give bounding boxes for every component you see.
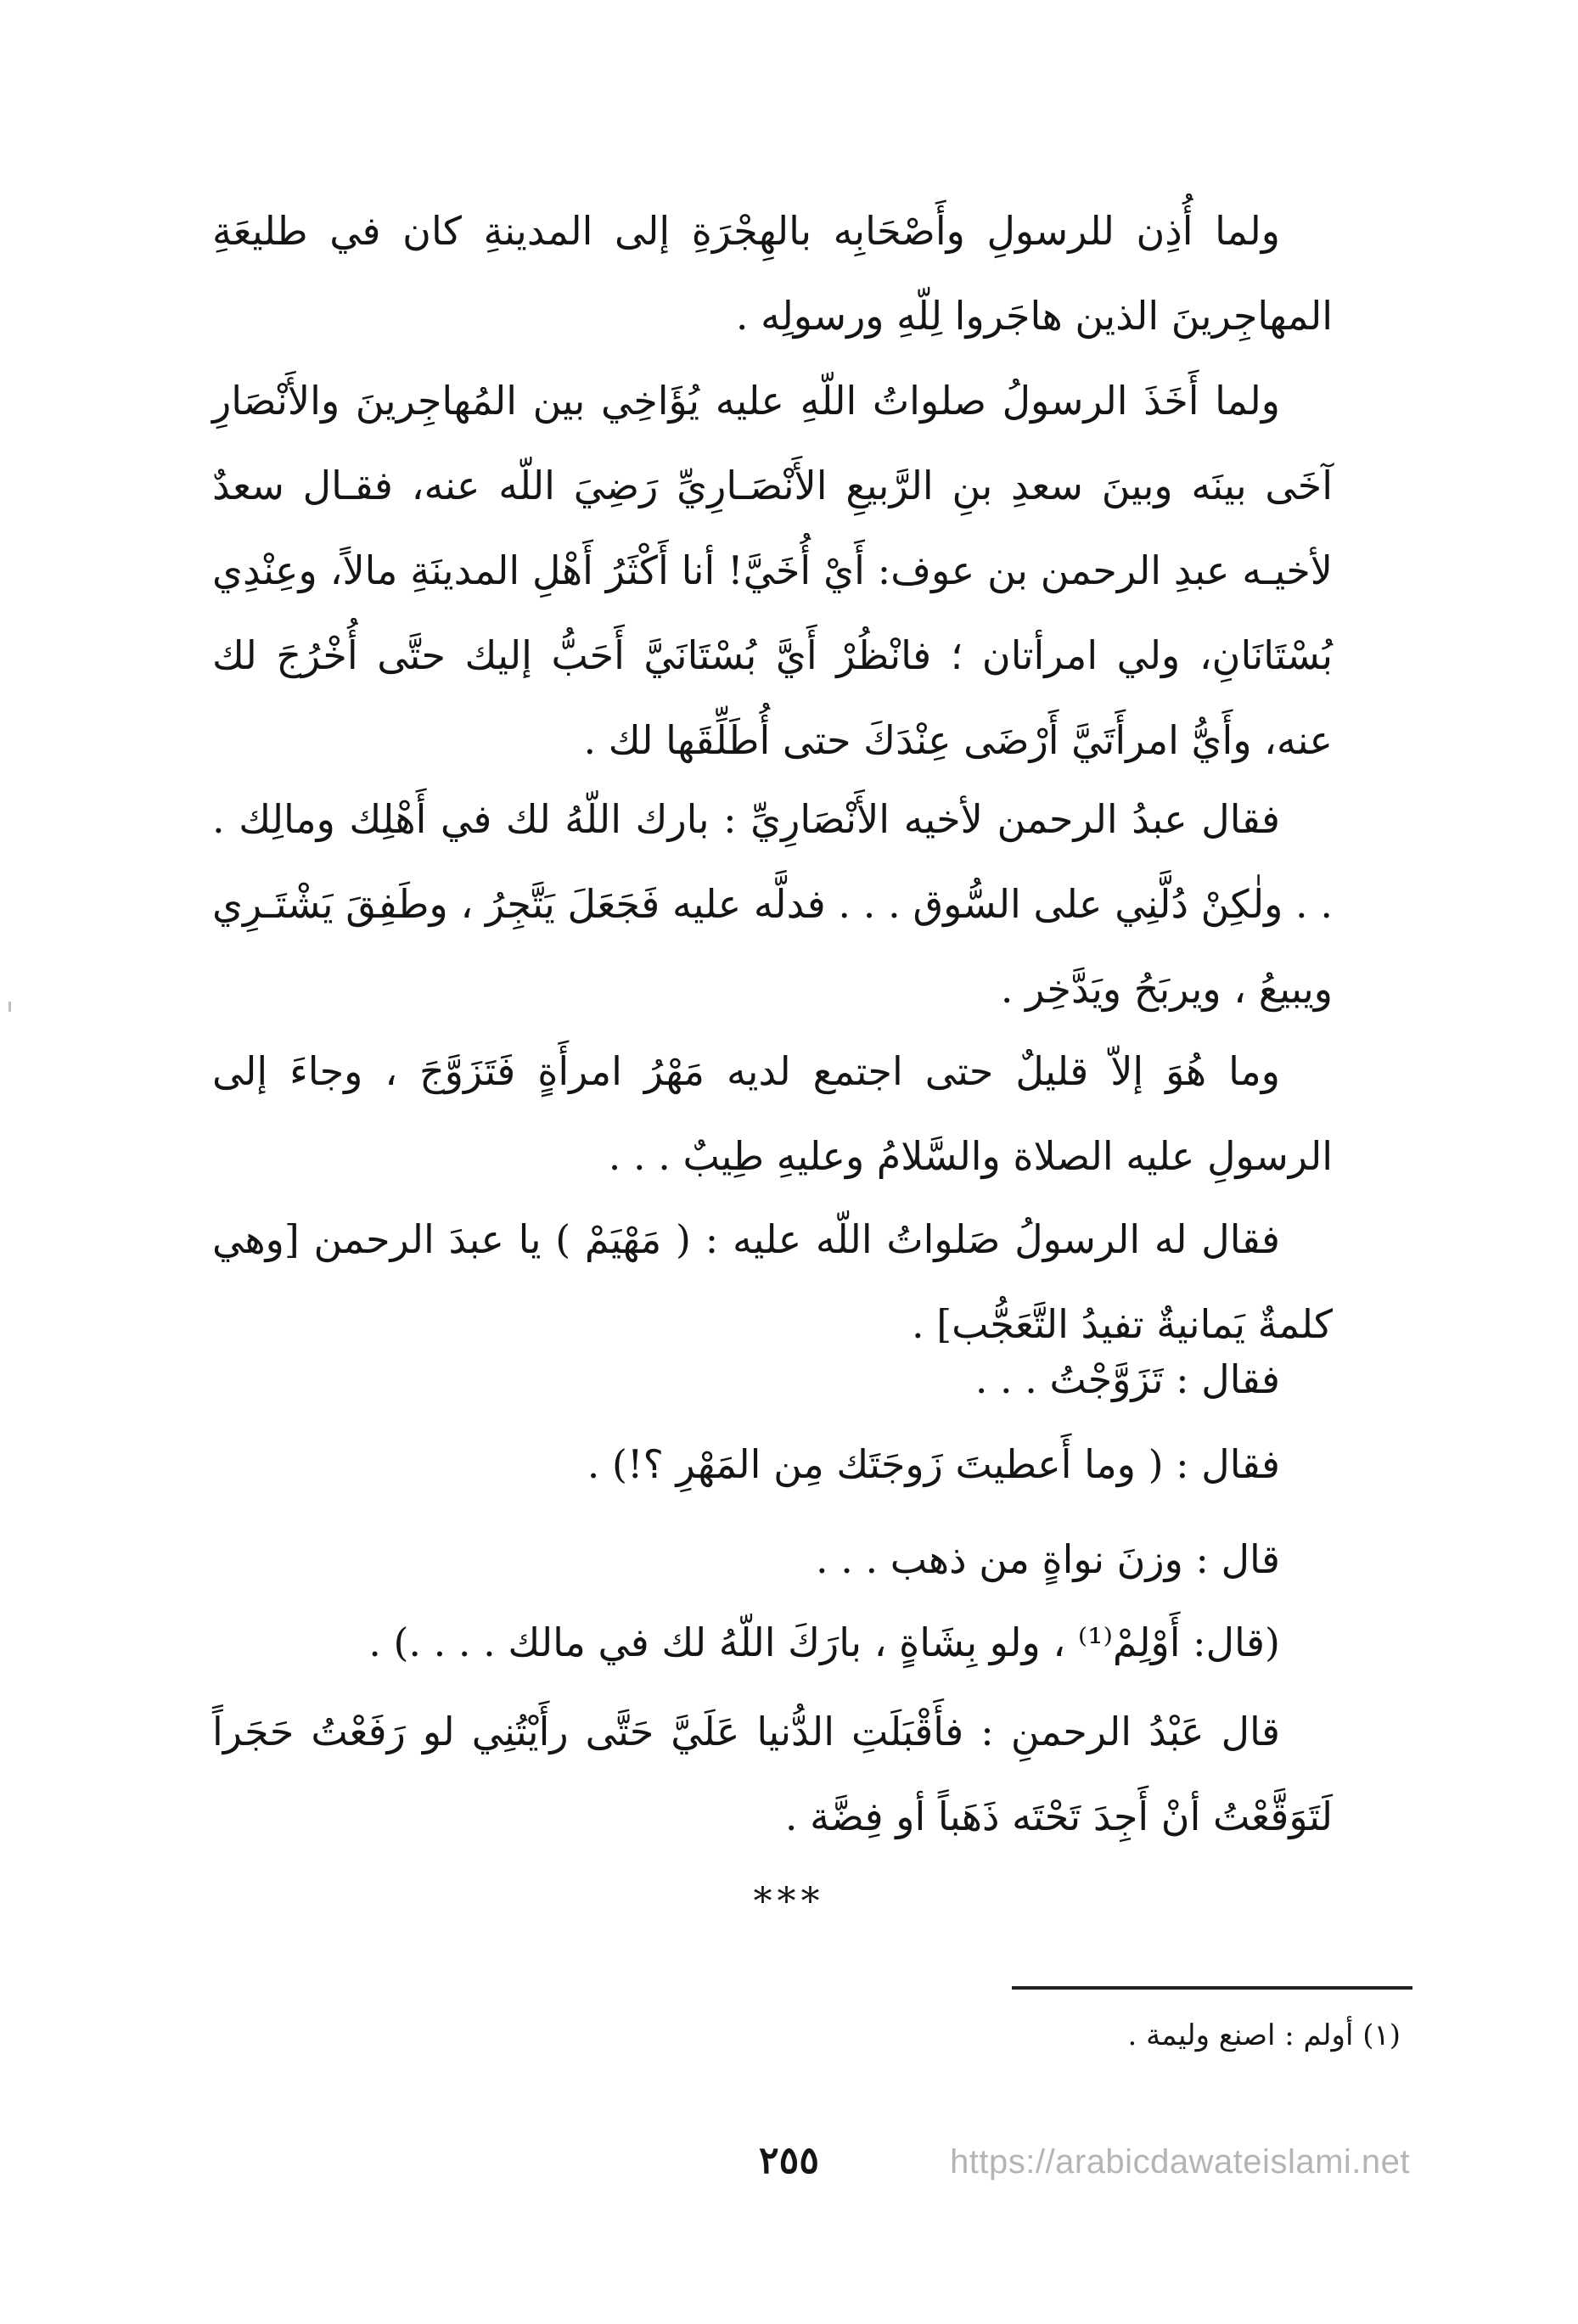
section-separator: *** bbox=[753, 1880, 825, 1923]
paragraph-4: وما هُوَ إلاّ قليلٌ حتى اجتمع لديه مَهْرُ امرأَةٍ فَتَزَوَّجَ ، وجاءَ إلى الرسولِ عليه الصلاة والسَّلامُ وعليهِ طِيبٌ . . . bbox=[212, 1048, 1333, 1179]
footnote-rule bbox=[1012, 1986, 1412, 1990]
scan-margin-mark bbox=[8, 1002, 11, 1012]
page-number: ٢٥٥ bbox=[759, 2139, 819, 2182]
paragraph-2: ولما أَخَذَ الرسولُ صلواتُ اللّهِ عليه يُؤَاخِي بين المُهاجِرينَ والأَنْصَارِ آخَى بينَه وبينَ سعدِ بنِ الرَّبيعِ الأَنْصَـارِيِّ رَضِيَ اللّه عنه، فقـال سعدٌ لأخيـه عبدِ الرحمن بن عوف: أَيْ أُخَيَّ! أنا أَكْثَرُ أَهْلِ المدينَةِ مالاً، وعِنْدِي بُسْتَانَانِ، ولي امرأتان ؛ فانْظُرْ أَيَّ بُسْتَانَيَّ أَحَبُّ إليك حتَّى أُخْرُجَ لك عنه، وأَيُّ امرأَتَيَّ أَرْضَى عِنْدَكَ حتى أُطَلِّقَها لك . bbox=[212, 378, 1333, 763]
watermark-url: https://arabicdawateislami.net bbox=[950, 2143, 1410, 2181]
paragraph-3: فقال عبدُ الرحمن لأخيه الأَنْصَارِيِّ : بارك اللّهُ لك في أَهْلِك ومالِك . . . ولٰكِنْ دُلَّنِي على السُّوق . . . فدلَّه عليه فَجَعَلَ يَتَّجِرُ ، وطَفِقَ يَشْتَـرِي ويبيعُ ، ويربَحُ ويَدَّخِر . bbox=[212, 796, 1333, 1012]
dialogue-line-3: قال : وزنَ نواةٍ من ذهب . . . bbox=[816, 1536, 1280, 1582]
footnote: (١) أولم : اصنع وليمة . bbox=[1127, 2018, 1401, 2052]
paragraph-1: ولما أُذِن للرسولِ وأَصْحَابِه بالهِجْرَةِ إلى المدينةِ كان في طليعَةِ المهاجِرينَ الذين هاجَروا لِلّهِ ورسولِه . bbox=[212, 208, 1333, 339]
dialogue-line-4: (قال: أَوْلِمْ⁽¹⁾ ، ولو بِشَاةٍ ، بارَكَ اللّهُ لك في مالك . . . .) . bbox=[368, 1620, 1280, 1665]
paragraph-5: فقال له الرسولُ صَلواتُ اللّه عليه : ( مَهْيَمْ ) يا عبدَ الرحمن [وهي كلمةٌ يَمانيةٌ تفيدُ التَّعَجُّب] . bbox=[212, 1216, 1333, 1347]
dialogue-line-1: فقال : تَزَوَّجْتُ . . . bbox=[974, 1356, 1280, 1402]
paragraph-final: قال عَبْدُ الرحمنِ : فأَقْبَلَتِ الدُّنيا عَلَيَّ حَتَّى رأَيْتُنِي لو رَفَعْتُ حَجَراً لَتَوَقَّعْتُ أنْ أَجِدَ تَحْتَه ذَهَباً أو فِضَّة . bbox=[212, 1709, 1333, 1839]
dialogue-line-2: فقال : ( وما أَعطيتَ زَوجَتَك مِن المَهْرِ ؟!) . bbox=[587, 1441, 1280, 1487]
